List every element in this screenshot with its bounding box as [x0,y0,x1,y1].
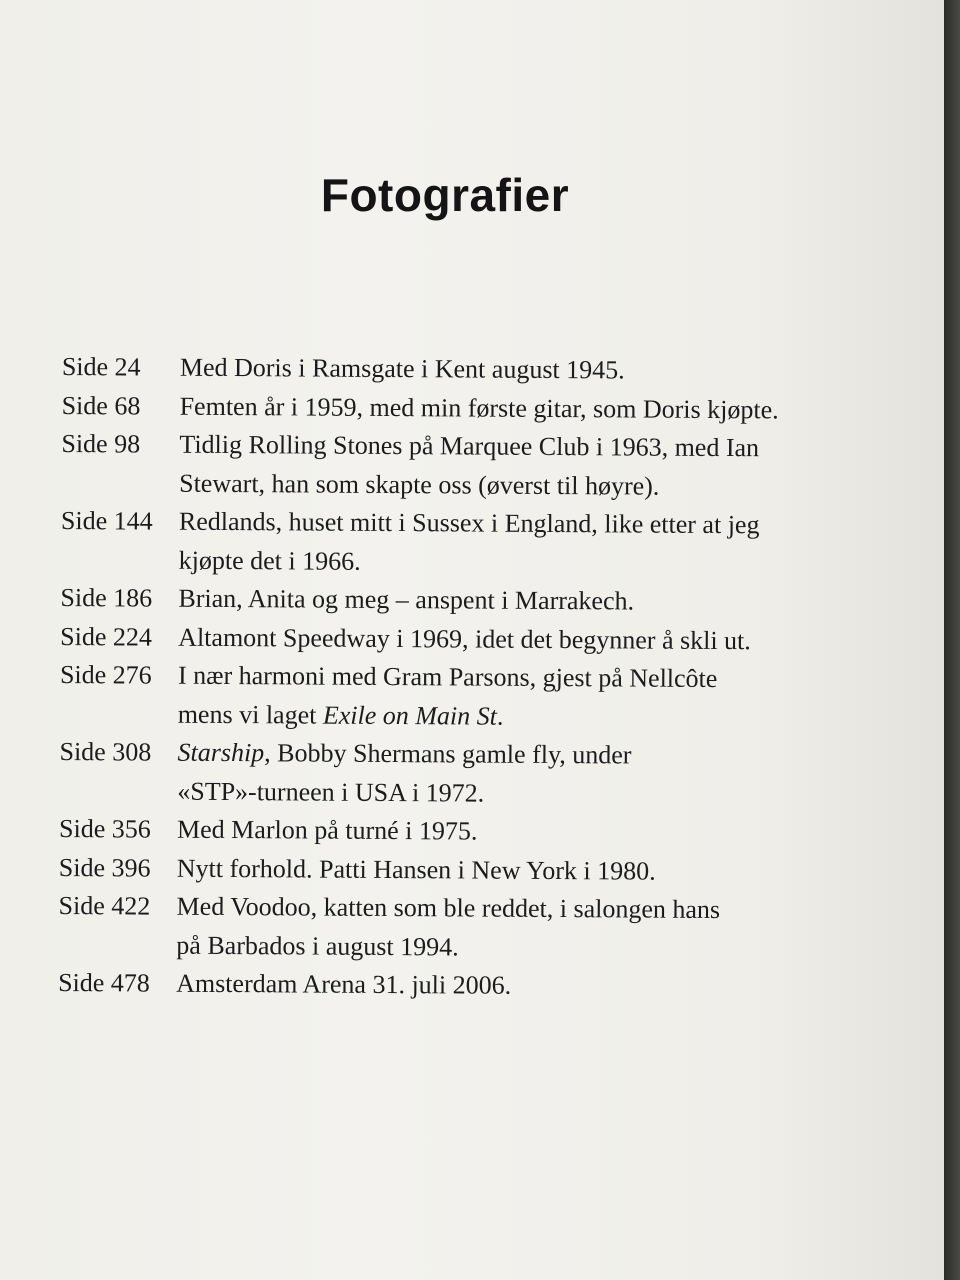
page-reference: Side 356 [58,813,151,844]
list-item [58,887,878,969]
caption-text: på Barbados i august 1994. [176,930,459,961]
photo-list [58,348,882,1007]
list-item [62,348,882,392]
caption-line [180,349,882,392]
list-item [59,733,879,815]
caption-line [179,464,881,507]
caption-text: Altamont Speedway i 1969, idet det begynner å skli ut. [178,622,751,655]
caption-line [177,734,879,777]
list-item [61,502,881,584]
caption-text: Med Marlon på turné i 1975. [176,814,478,846]
caption-text: mens vi laget [177,699,323,730]
page-reference: Side 422 [58,890,151,921]
photo-caption [178,657,880,738]
list-item [60,579,880,623]
list-item [58,964,878,1008]
caption-text: Nytt forhold. Patti Hansen i New York i 1980. [176,853,656,886]
photo-caption [179,426,881,507]
caption-line [177,849,879,892]
list-item [60,617,880,661]
page-reference: Side 98 [61,428,141,459]
caption-text: Amsterdam Arena 31. juli 2006. [176,968,512,1000]
caption-line [180,387,882,430]
page-reference: Side 308 [59,736,152,767]
list-item [60,656,880,738]
photo-caption [179,503,881,584]
caption-line [176,888,878,931]
caption-line [176,926,878,969]
caption-line [179,503,881,546]
list-item [59,810,879,854]
italic-title: Exile on Main St [322,700,498,731]
page-reference: Side 24 [61,351,141,382]
caption-text: I nær harmoni med Gram Parsons, gjest på Nellcôte [177,660,718,694]
list-item [61,425,881,507]
caption-text: Redlands, huset mitt i Sussex i England, like etter at jeg [178,506,760,540]
caption-line [178,695,880,738]
caption-text: kjøpte det i 1966. [178,545,361,576]
photo-caption [177,734,879,815]
list-item [62,386,882,430]
photo-caption [177,849,879,892]
caption-text: Stewart, han som skapte oss (øverst til høyre). [179,468,660,501]
page-edge-shadow [944,0,960,1280]
caption-line [179,541,881,584]
caption-text: «STP»-turneen i USA i 1972. [177,776,485,808]
caption-line [178,657,880,700]
page-title: Fotografier [320,169,570,221]
photo-caption [176,888,878,969]
page-reference: Side 186 [60,582,153,613]
caption-text: Tidlig Rolling Stones på Marquee Club i 1963, med Ian [179,429,760,463]
caption-text: Brian, Anita og meg – anspent i Marrakech. [178,583,635,616]
caption-text: Med Doris i Ramsgate i Kent august 1945. [179,352,625,385]
caption-line [177,811,879,854]
caption-line [178,580,880,623]
caption-line [179,426,881,469]
photo-caption [176,965,878,1008]
photo-caption [178,618,880,661]
caption-text: Femten år i 1959, med min første gitar, som Doris kjøpte. [179,391,779,424]
photo-caption [180,387,882,430]
page-reference: Side 478 [58,967,150,998]
photo-caption [177,811,879,854]
page-reference: Side 396 [58,852,151,883]
caption-line [176,965,878,1008]
caption-line [177,772,879,815]
caption-text: . [496,701,504,731]
caption-line [178,618,880,661]
italic-title: Starship [177,737,265,768]
page-reference: Side 68 [61,390,141,420]
page-reference: Side 144 [60,505,153,536]
page-reference: Side 276 [59,659,152,690]
caption-text: Med Voodoo, katten som ble reddet, i salongen hans [176,891,721,925]
photo-caption [178,580,880,623]
caption-text: , Bobby Shermans gamle fly, under [264,738,632,770]
page-reference: Side 224 [60,621,153,652]
photo-caption [180,349,882,392]
list-item [59,848,879,892]
